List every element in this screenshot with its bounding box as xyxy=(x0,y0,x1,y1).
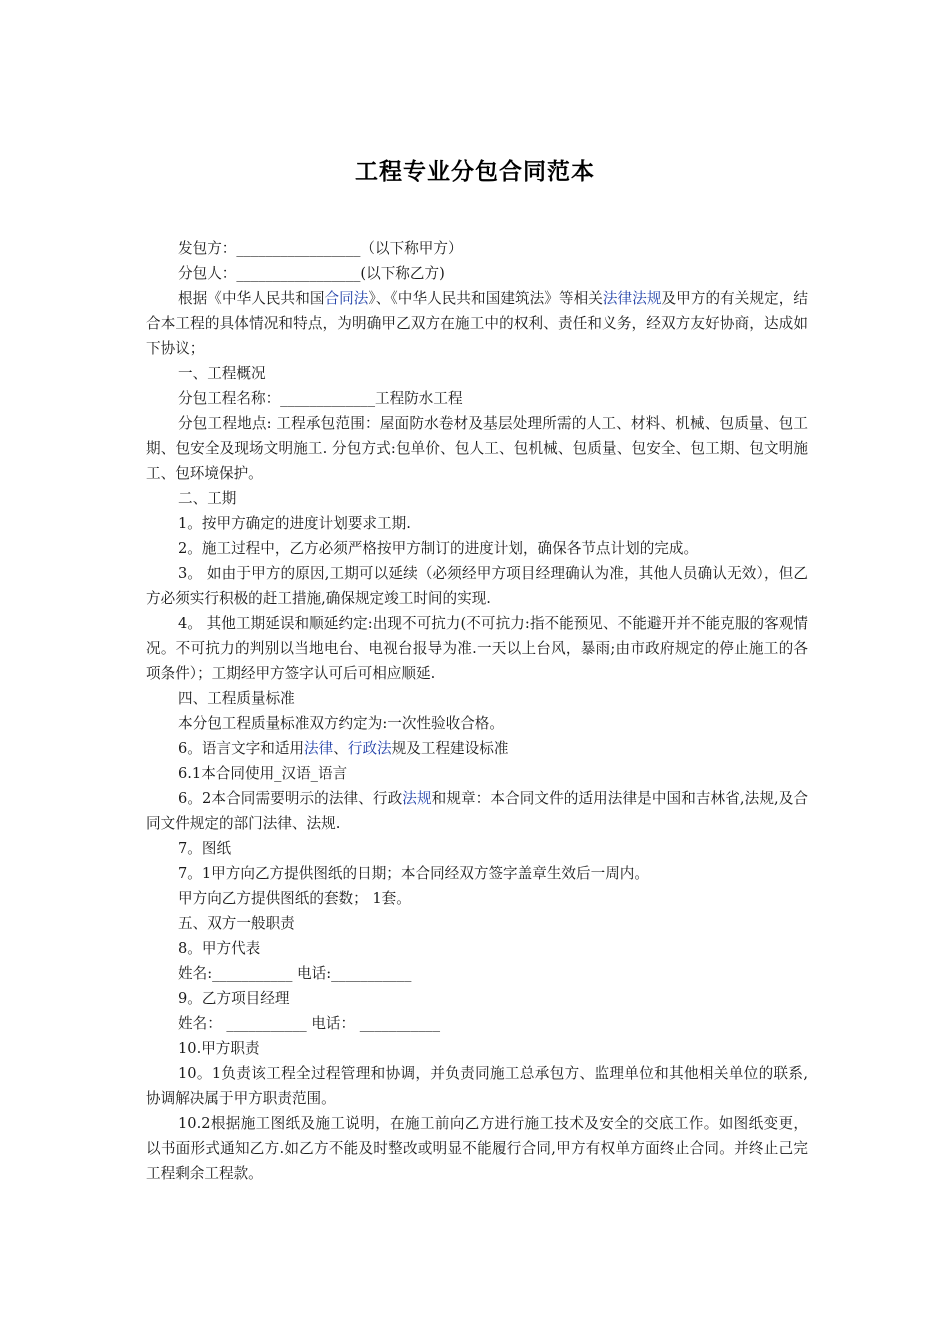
contract-law-link[interactable]: 合同法 xyxy=(324,290,369,307)
schedule-item-4: 4。 其他工期延误和顺延约定:出现不可抗力(不可抗力:指不能预见、不能避开并不能克服的客观情况。不可抗力的判别以当地电台、电视台报导为准.一天以上台风，暴雨;由市政府规定的停止施工的各项条件）；工期经甲方签字认可后可相应顺延. xyxy=(146,615,808,682)
section-heading-overview: 一、工程概况 xyxy=(178,365,266,382)
administrative-law-link[interactable]: 行政法 xyxy=(347,740,392,757)
document-title: 工程专业分包合同范本 xyxy=(355,159,595,185)
language-law-text-2: 、 xyxy=(333,740,348,757)
basis-text-2: 》、《中华人民共和国建筑法》等相关 xyxy=(368,290,603,307)
employer-rep-contact: 姓名:___________ 电话:___________ xyxy=(178,965,412,982)
project-location-paragraph: 分包工程地点: 工程承包范围：屋面防水卷材及基层处理所需的人工、材料、机械、包质量、包工期、包安全及现场文明施工. 分包方式:包单价、包人工、包机械、包质量、包安全、包工期、包文明施工、包环境保护。 xyxy=(146,415,808,482)
applicable-law-text-1: 6。2本合同需要明示的法律、行政 xyxy=(178,790,403,807)
schedule-item-3: 3。 如由于甲方的原因,工期可以延续（必须经甲方项目经理确认为准，其他人员确认无效），但乙方必须实行积极的赶工措施,确保规定竣工时间的实现. xyxy=(146,565,808,607)
drawings-sets-line: 甲方向乙方提供图纸的套数； 1套。 xyxy=(178,890,411,907)
project-manager-heading: 9。乙方项目经理 xyxy=(178,990,290,1007)
basis-text-3: 及甲方的有关规定，结合本工程的具体情况和特点，为明确甲乙双方在施工中的权利、责任和义务，经双方友好协商，达成如下协议； xyxy=(146,290,808,357)
document-body xyxy=(146,236,808,1186)
language-law-text-3: 规及工程建设标准 xyxy=(391,740,509,757)
employer-rep-heading: 8。甲方代表 xyxy=(178,940,261,957)
language-law-line xyxy=(146,736,808,761)
employer-duty-10-1: 10。1负责该工程全过程管理和协调，并负责同施工总承包方、监理单位和其他相关单位的联系,协调解决属于甲方职责范围。 xyxy=(146,1065,808,1107)
project-manager-contact: 姓名： ___________ 电话： ___________ xyxy=(178,1015,441,1032)
employer-line: 发包方：_________________（以下称甲方） xyxy=(178,240,463,257)
employer-duties-heading: 10.甲方职责 xyxy=(178,1040,260,1057)
schedule-item-1: 1。按甲方确定的进度计划要求工期. xyxy=(178,515,411,532)
subcontractor-line: 分包人：_________________(以下称乙方) xyxy=(178,265,445,282)
laws-regulations-link[interactable]: 法律法规 xyxy=(602,290,662,307)
project-name-line: 分包工程名称：_____________工程防水工程 xyxy=(178,390,463,407)
language-line: 6.1本合同使用_汉语_语言 xyxy=(178,765,348,782)
applicable-law-text-2: 和规章：本合同文件的适用法律是中国和吉林省,法规,及合同文件规定的部门法律、法规. xyxy=(146,790,808,832)
language-law-text-1: 6。语言文字和适用 xyxy=(178,740,305,757)
basis-paragraph xyxy=(146,286,808,361)
drawings-heading: 7。图纸 xyxy=(178,840,232,857)
schedule-item-2: 2。施工过程中，乙方必须严格按甲方制订的进度计划，确保各节点计划的完成。 xyxy=(178,540,699,557)
applicable-law-paragraph xyxy=(146,786,808,836)
section-heading-duties: 五、双方一般职责 xyxy=(178,915,295,932)
section-heading-quality: 四、工程质量标准 xyxy=(178,690,295,707)
basis-text-1: 根据《中华人民共和国 xyxy=(178,290,325,307)
regulations-link[interactable]: 法规 xyxy=(402,790,432,807)
quality-standard-line: 本分包工程质量标准双方约定为:一次性验收合格。 xyxy=(178,715,504,732)
drawings-date-line: 7。1甲方向乙方提供图纸的日期；本合同经双方签字盖章生效后一周内。 xyxy=(178,865,649,882)
employer-duty-10-2: 10.2根据施工图纸及施工说明，在施工前向乙方进行施工技术及安全的交底工作。如图纸变更，以书面形式通知乙方.如乙方不能及时整改或明显不能履行合同,甲方有权单方面终止合同。并终止己完工程剩余工程款。 xyxy=(146,1115,808,1182)
law-link[interactable]: 法律 xyxy=(304,740,334,757)
section-heading-schedule: 二、工期 xyxy=(178,490,237,507)
